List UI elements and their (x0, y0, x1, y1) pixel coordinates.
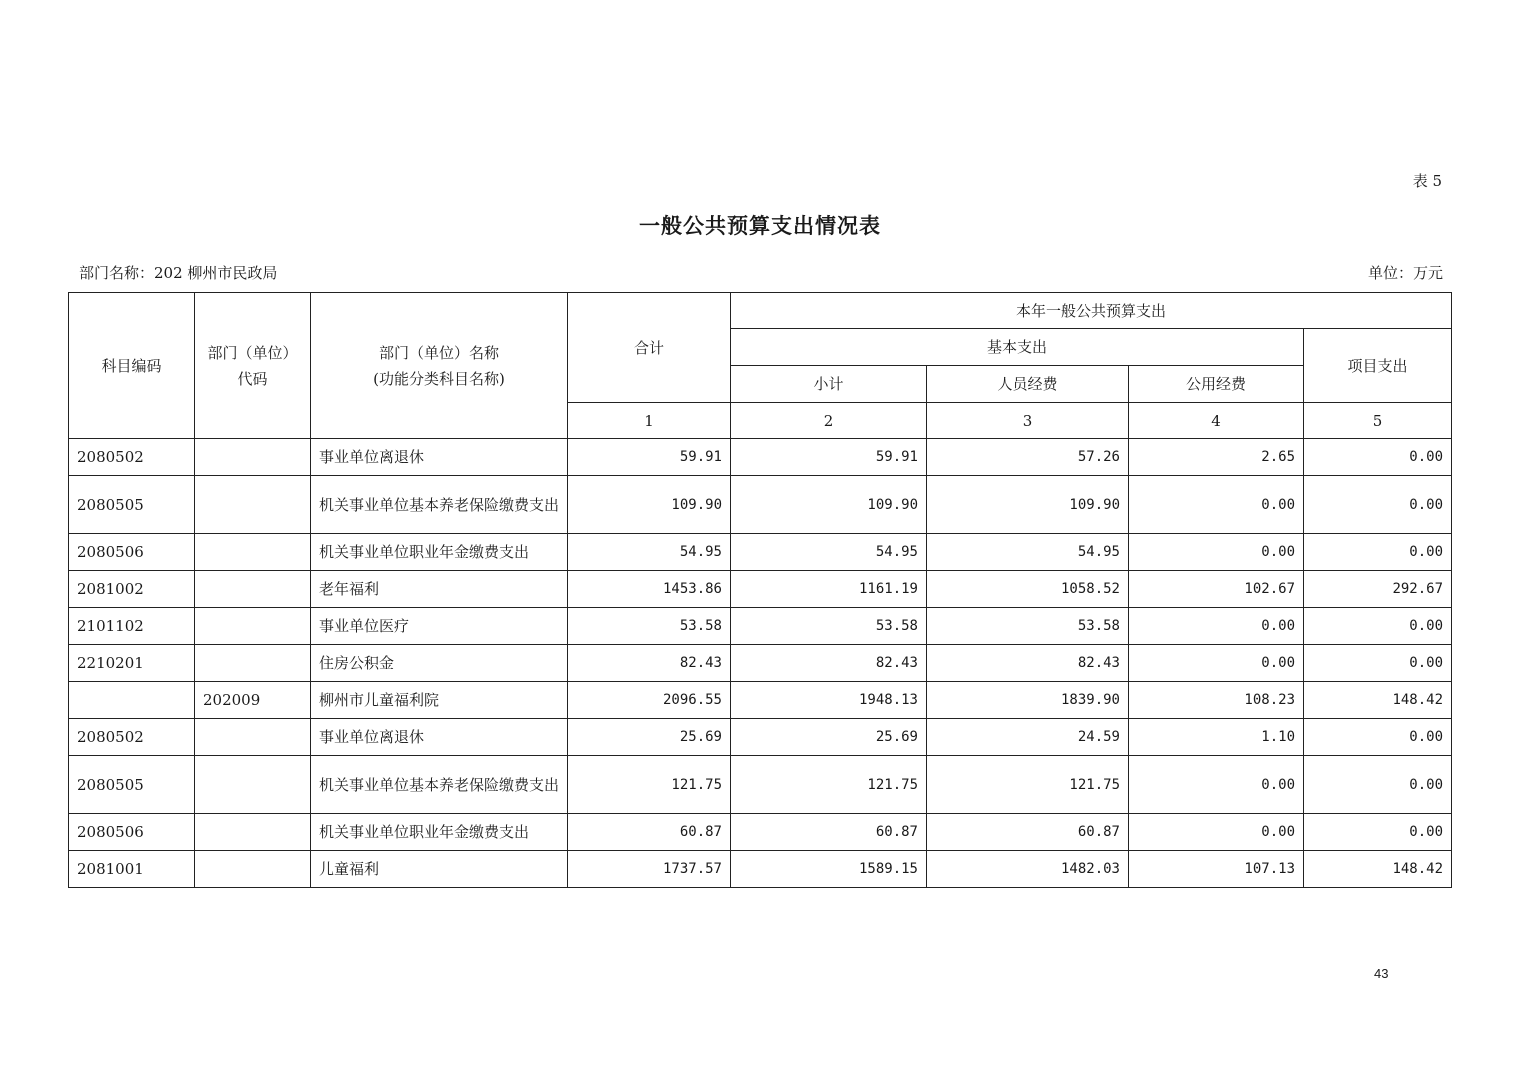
header-dept-name-line2: (功能分类科目名称) (373, 369, 505, 388)
row-project: 292.67 (1304, 571, 1452, 608)
header-basic: 基本支出 (731, 329, 1304, 366)
row-personnel: 1058.52 (927, 571, 1129, 608)
row-code: 2080502 (69, 719, 195, 756)
table-row (69, 476, 1452, 534)
row-code: 2081002 (69, 571, 195, 608)
row-public: 0.00 (1129, 756, 1304, 814)
row-total: 53.58 (568, 608, 731, 645)
row-name: 事业单位离退休 (311, 439, 568, 476)
row-total: 1737.57 (568, 851, 731, 888)
table-row (69, 571, 1452, 608)
row-dept-code (195, 608, 311, 645)
row-public: 0.00 (1129, 814, 1304, 851)
row-personnel: 54.95 (927, 534, 1129, 571)
row-total: 2096.55 (568, 682, 731, 719)
row-project: 0.00 (1304, 439, 1452, 476)
row-dept-code (195, 851, 311, 888)
header-dept-name (311, 293, 568, 439)
row-total: 109.90 (568, 476, 731, 534)
row-name: 事业单位医疗 (311, 608, 568, 645)
row-public: 0.00 (1129, 534, 1304, 571)
row-code: 2080506 (69, 814, 195, 851)
row-dept-code (195, 571, 311, 608)
page-title: 一般公共预算支出情况表 (639, 213, 881, 238)
row-subtotal: 1589.15 (731, 851, 927, 888)
row-dept-code (195, 814, 311, 851)
row-personnel: 53.58 (927, 608, 1129, 645)
row-total: 25.69 (568, 719, 731, 756)
header-dept-code-line1: 部门（单位） (207, 343, 298, 362)
row-name: 柳州市儿童福利院 (311, 682, 568, 719)
page-number: 43 (1374, 966, 1389, 981)
table-body (69, 439, 1452, 888)
table-row (69, 756, 1452, 814)
row-name: 住房公积金 (311, 645, 568, 682)
row-public: 0.00 (1129, 645, 1304, 682)
header-index-2: 2 (731, 403, 927, 439)
row-personnel: 1482.03 (927, 851, 1129, 888)
row-code (69, 682, 195, 719)
row-public: 102.67 (1129, 571, 1304, 608)
header-code: 科目编码 (69, 293, 195, 439)
table-row (69, 534, 1452, 571)
header-total: 合计 (568, 293, 731, 403)
header-dept-code-line2: 代码 (237, 369, 268, 388)
row-total: 82.43 (568, 645, 731, 682)
row-subtotal: 25.69 (731, 719, 927, 756)
row-subtotal: 54.95 (731, 534, 927, 571)
header-group: 本年一般公共预算支出 (731, 293, 1452, 329)
department-name: 部门名称：202 柳州市民政局 (79, 264, 278, 282)
header-project: 项目支出 (1304, 329, 1452, 403)
row-code: 2080506 (69, 534, 195, 571)
row-dept-code: 202009 (195, 682, 311, 719)
row-personnel: 60.87 (927, 814, 1129, 851)
row-dept-code (195, 719, 311, 756)
header-public: 公用经费 (1129, 366, 1304, 403)
row-project: 0.00 (1304, 814, 1452, 851)
table-row (69, 608, 1452, 645)
row-code: 2210201 (69, 645, 195, 682)
row-project: 148.42 (1304, 682, 1452, 719)
row-personnel: 82.43 (927, 645, 1129, 682)
row-code: 2080502 (69, 439, 195, 476)
table-row (69, 682, 1452, 719)
table-row (69, 645, 1452, 682)
row-project: 0.00 (1304, 756, 1452, 814)
header-index-4: 4 (1129, 403, 1304, 439)
row-name: 事业单位离退休 (311, 719, 568, 756)
row-project: 0.00 (1304, 476, 1452, 534)
row-public: 0.00 (1129, 608, 1304, 645)
table-row (69, 439, 1452, 476)
row-personnel: 24.59 (927, 719, 1129, 756)
header-index-1: 1 (568, 403, 731, 439)
row-subtotal: 59.91 (731, 439, 927, 476)
row-public: 1.10 (1129, 719, 1304, 756)
row-dept-code (195, 439, 311, 476)
header-dept-name-line1: 部门（单位）名称 (378, 343, 499, 362)
row-name: 老年福利 (311, 571, 568, 608)
header-index-5: 5 (1304, 403, 1452, 439)
row-total: 1453.86 (568, 571, 731, 608)
row-code: 2080505 (69, 476, 195, 534)
row-subtotal: 121.75 (731, 756, 927, 814)
unit-label: 单位：万元 (1367, 264, 1443, 282)
row-subtotal: 1161.19 (731, 571, 927, 608)
row-name: 儿童福利 (311, 851, 568, 888)
row-code: 2080505 (69, 756, 195, 814)
header-dept-code (195, 293, 311, 439)
row-subtotal: 1948.13 (731, 682, 927, 719)
table-number: 表 5 (1412, 172, 1442, 190)
row-code: 2081001 (69, 851, 195, 888)
row-personnel: 57.26 (927, 439, 1129, 476)
row-dept-code (195, 476, 311, 534)
row-public: 107.13 (1129, 851, 1304, 888)
row-total: 121.75 (568, 756, 731, 814)
row-personnel: 109.90 (927, 476, 1129, 534)
row-project: 0.00 (1304, 645, 1452, 682)
row-project: 0.00 (1304, 608, 1452, 645)
row-dept-code (195, 645, 311, 682)
row-name: 机关事业单位职业年金缴费支出 (311, 814, 568, 851)
budget-table (68, 292, 1452, 888)
row-public: 0.00 (1129, 476, 1304, 534)
row-personnel: 121.75 (927, 756, 1129, 814)
row-personnel: 1839.90 (927, 682, 1129, 719)
row-subtotal: 82.43 (731, 645, 927, 682)
header-subtotal: 小计 (731, 366, 927, 403)
row-code: 2101102 (69, 608, 195, 645)
table-row (69, 814, 1452, 851)
row-dept-code (195, 534, 311, 571)
table-header (69, 293, 1452, 439)
row-public: 2.65 (1129, 439, 1304, 476)
row-total: 59.91 (568, 439, 731, 476)
row-subtotal: 109.90 (731, 476, 927, 534)
header-index-3: 3 (927, 403, 1129, 439)
row-name: 机关事业单位基本养老保险缴费支出 (311, 476, 568, 534)
row-total: 60.87 (568, 814, 731, 851)
header-personnel: 人员经费 (927, 366, 1129, 403)
row-project: 0.00 (1304, 719, 1452, 756)
row-dept-code (195, 756, 311, 814)
row-subtotal: 60.87 (731, 814, 927, 851)
row-project: 148.42 (1304, 851, 1452, 888)
row-project: 0.00 (1304, 534, 1452, 571)
table-row (69, 719, 1452, 756)
row-name: 机关事业单位职业年金缴费支出 (311, 534, 568, 571)
row-public: 108.23 (1129, 682, 1304, 719)
table-row (69, 851, 1452, 888)
row-name: 机关事业单位基本养老保险缴费支出 (311, 756, 568, 814)
row-total: 54.95 (568, 534, 731, 571)
row-subtotal: 53.58 (731, 608, 927, 645)
